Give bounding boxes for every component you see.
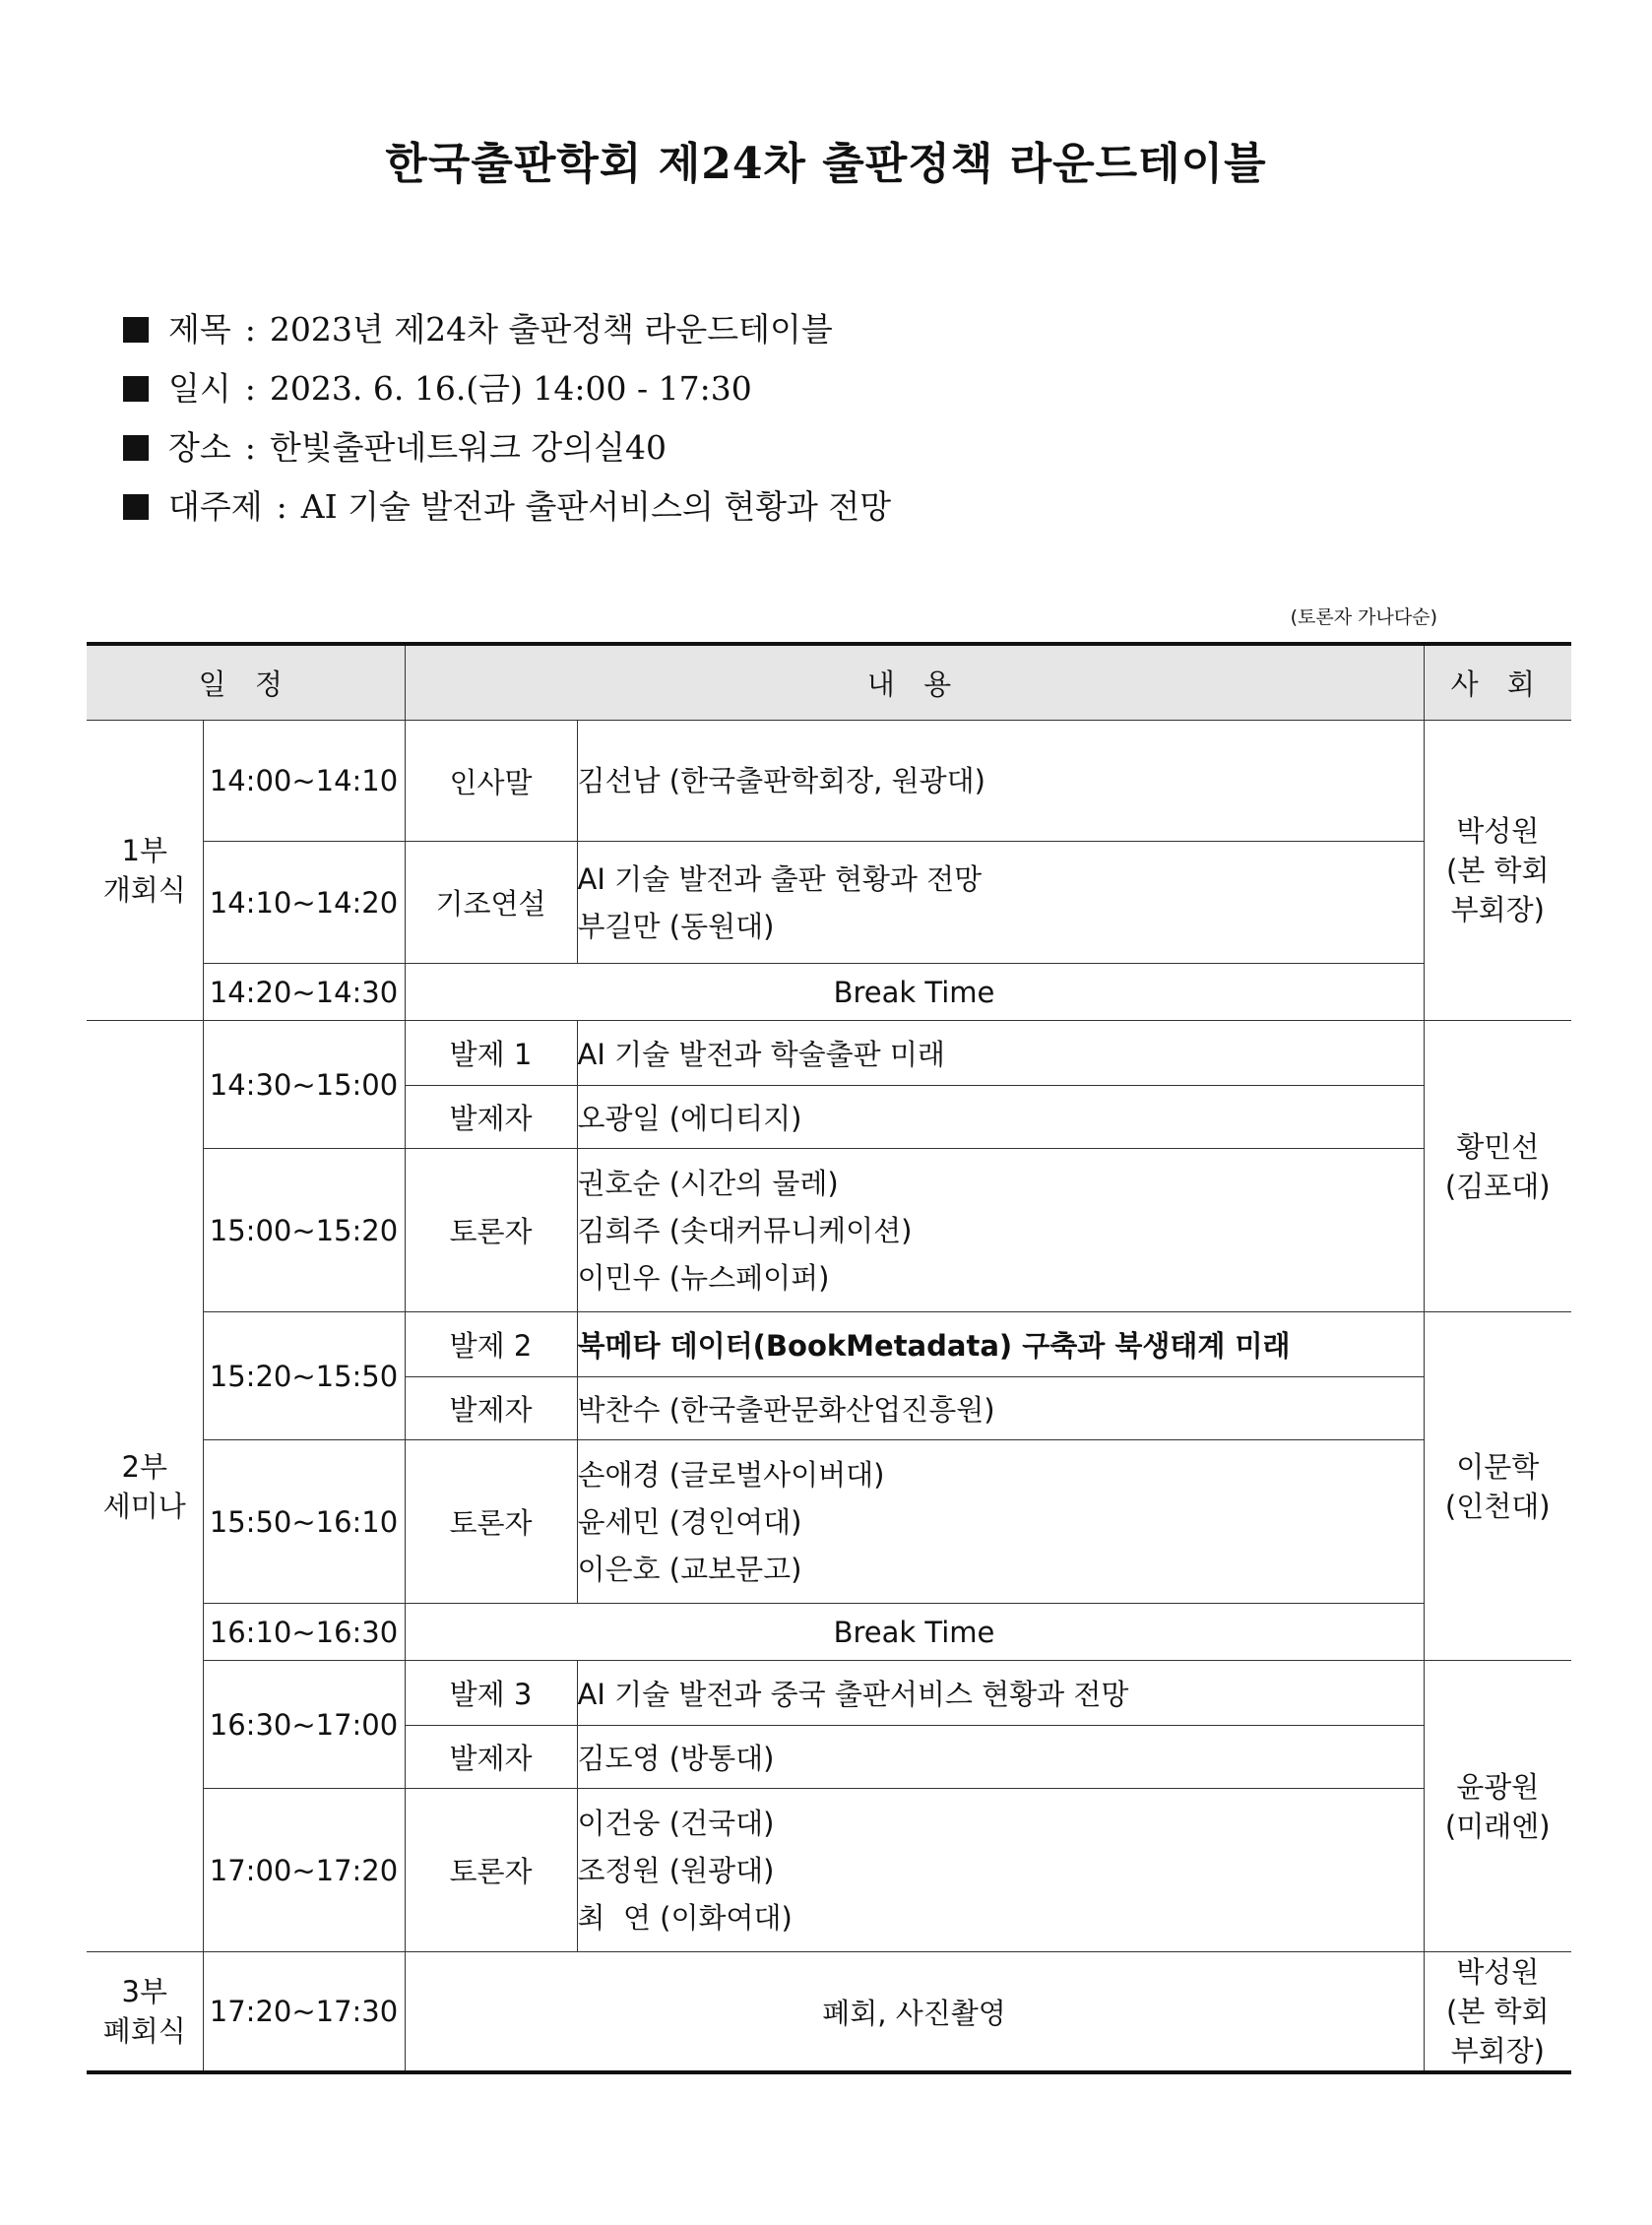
type-cell: 토론자 (405, 1149, 577, 1312)
moderator-affiliation: (김포대) (1444, 1169, 1551, 1203)
table-row (87, 1312, 1571, 1377)
info-separator: : (244, 428, 256, 467)
discussants-cell (577, 1149, 1424, 1312)
content-cell (577, 842, 1424, 964)
info-separator: : (244, 369, 256, 408)
type-cell: 인사말 (405, 721, 577, 842)
topic-cell: AI 기술 발전과 중국 출판서비스 현황과 전망 (577, 1661, 1424, 1726)
type-cell: 토론자 (405, 1789, 577, 1952)
header-content: 내 용 (405, 644, 1424, 721)
square-bullet-icon (123, 494, 149, 520)
time-cell: 17:20~17:30 (203, 1952, 405, 2073)
discussant: 권호순 (시간의 물레) (577, 1166, 839, 1200)
moderator-role: 부회장) (1450, 893, 1545, 926)
time-cell: 15:00~15:20 (203, 1149, 405, 1312)
type-cell: 발제 3 (405, 1661, 577, 1726)
content-line: 부길만 (동원대) (577, 909, 775, 943)
time-cell: 17:00~17:20 (203, 1789, 405, 1952)
moderator-name: 황민선 (1456, 1129, 1540, 1164)
moderator-name: 박성원 (1456, 1955, 1540, 1989)
type-cell: 발제자 (405, 1377, 577, 1440)
time-cell: 14:00~14:10 (203, 721, 405, 842)
type-cell: 발제자 (405, 1086, 577, 1149)
header-schedule: 일 정 (87, 644, 405, 721)
part-name: 개회식 (102, 873, 186, 907)
moderator-cell (1424, 721, 1571, 1021)
type-cell: 발제 2 (405, 1312, 577, 1377)
info-value: 2023년 제24차 출판정책 라운드테이블 (269, 310, 833, 349)
type-cell: 발제 1 (405, 1021, 577, 1086)
moderator-name: 윤광원 (1456, 1769, 1540, 1804)
discussant: 이은호 (교보문고) (577, 1552, 802, 1586)
moderator-role: (본 학회 (1445, 1995, 1550, 2028)
table-row (87, 1952, 1571, 2073)
info-separator: : (244, 310, 256, 349)
info-value: AI 기술 발전과 출판서비스의 현황과 전망 (300, 487, 892, 526)
part-label (87, 1021, 203, 1952)
info-label: 장소 (168, 428, 231, 467)
info-value: 한빛출판네트워크 강의실40 (269, 428, 667, 467)
schedule-table (87, 642, 1571, 2074)
table-row (87, 1789, 1571, 1952)
header-moderator: 사 회 (1424, 644, 1571, 721)
moderator-role: (본 학회 (1445, 854, 1550, 887)
discussant: 이민우 (뉴스페이퍼) (577, 1260, 830, 1295)
discussant: 조정원 (원광대) (577, 1853, 775, 1887)
info-label: 일시 (168, 369, 231, 408)
square-bullet-icon (123, 317, 149, 343)
type-cell: 토론자 (405, 1440, 577, 1604)
table-row (87, 1149, 1571, 1312)
discussant: 윤세민 (경인여대) (577, 1504, 802, 1539)
closing-cell: 폐회, 사진촬영 (405, 1952, 1424, 2073)
content-cell (577, 721, 1424, 842)
content-line: AI 기술 발전과 출판 현황과 전망 (577, 861, 983, 896)
presenter-cell: 오광일 (에디티지) (577, 1086, 1424, 1149)
discussant: 최 연 (이화여대) (577, 1900, 793, 1935)
info-label: 제목 (168, 310, 231, 349)
presenter-cell: 박찬수 (한국출판문화산업진흥원) (577, 1377, 1424, 1440)
discussant: 이건웅 (건국대) (577, 1806, 775, 1840)
part-number: 3부 (121, 1975, 167, 2008)
part-number: 2부 (121, 1449, 167, 1484)
discussant: 손애경 (글로벌사이버대) (577, 1457, 885, 1492)
topic-cell: 북메타 데이터(BookMetadata) 구축과 북생태계 미래 (577, 1312, 1424, 1377)
info-label: 대주제 (168, 487, 263, 526)
table-row (87, 1661, 1571, 1726)
presenter-cell: 김도영 (방통대) (577, 1726, 1424, 1789)
discussants-cell (577, 1440, 1424, 1604)
time-cell: 14:20~14:30 (203, 964, 405, 1021)
topic-cell: AI 기술 발전과 학술출판 미래 (577, 1021, 1424, 1086)
square-bullet-icon (123, 376, 149, 402)
time-cell: 14:10~14:20 (203, 842, 405, 964)
table-row (87, 964, 1571, 1021)
table-row (87, 1021, 1571, 1086)
square-bullet-icon (123, 435, 149, 461)
part-name: 세미나 (102, 1489, 186, 1523)
time-cell: 15:50~16:10 (203, 1440, 405, 1604)
part-name: 폐회식 (102, 2014, 186, 2048)
info-separator: : (276, 487, 287, 526)
table-header-row (87, 644, 1571, 721)
time-cell: 16:10~16:30 (203, 1604, 405, 1661)
type-cell: 발제자 (405, 1726, 577, 1789)
info-item-title (123, 300, 891, 359)
type-cell: 기조연설 (405, 842, 577, 964)
part-number: 1부 (121, 834, 167, 867)
moderator-name: 이문학 (1456, 1449, 1540, 1484)
part-label (87, 1952, 203, 2073)
break-cell: Break Time (405, 1604, 1424, 1661)
page-title: 한국출판학회 제24차 출판정책 라운드테이블 (385, 139, 1267, 189)
discussant: 김희주 (솟대커뮤니케이션) (577, 1213, 913, 1247)
break-cell: Break Time (405, 964, 1424, 1021)
moderator-name: 박성원 (1456, 814, 1540, 848)
moderator-cell (1424, 1661, 1571, 1952)
time-cell: 14:30~15:00 (203, 1021, 405, 1149)
discussant-order-note: (토론자 가나다순) (1290, 606, 1437, 628)
moderator-cell (1424, 1952, 1571, 2073)
info-item-theme (123, 477, 891, 537)
moderator-cell (1424, 1312, 1571, 1661)
discussants-cell (577, 1789, 1424, 1952)
info-item-date (123, 359, 891, 418)
event-info-list (123, 300, 891, 537)
content-line: 김선남 (한국출판학회장, 원광대) (577, 764, 985, 797)
time-cell: 15:20~15:50 (203, 1312, 405, 1440)
moderator-role: 부회장) (1450, 2034, 1545, 2067)
moderator-affiliation: (미래엔) (1444, 1809, 1551, 1843)
table-row (87, 1604, 1571, 1661)
moderator-cell (1424, 1021, 1571, 1312)
info-item-place (123, 418, 891, 477)
table-row (87, 842, 1571, 964)
table-row (87, 721, 1571, 842)
time-cell: 16:30~17:00 (203, 1661, 405, 1789)
part-label (87, 721, 203, 1021)
moderator-affiliation: (인천대) (1444, 1489, 1551, 1523)
table-row (87, 1440, 1571, 1604)
info-value: 2023. 6. 16.(금) 14:00 - 17:30 (269, 369, 752, 408)
